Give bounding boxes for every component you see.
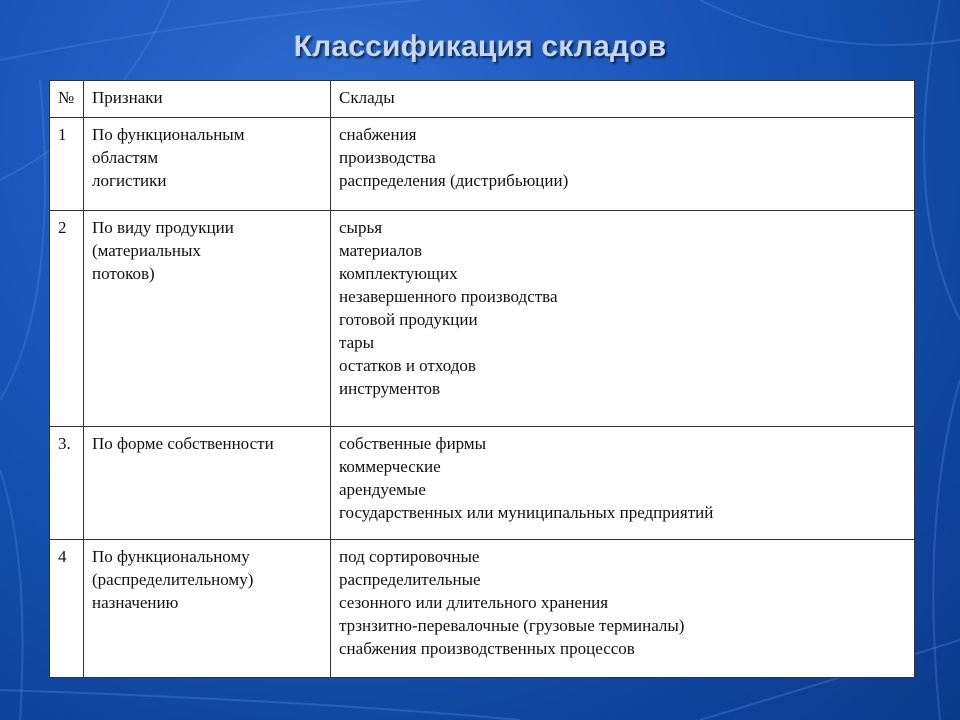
sign-line: По виду продукции (92, 218, 234, 237)
table-row (50, 540, 915, 678)
warehouse-type: незавершенного производства (339, 287, 558, 306)
sign-cell (84, 211, 331, 427)
sign-line: (материальных (92, 241, 201, 260)
sign-line: потоков) (92, 264, 155, 283)
sign-cell (84, 427, 331, 540)
sign-line: областям (92, 148, 159, 167)
header-warehouses: Склады (331, 81, 915, 118)
row-number: 3. (50, 427, 84, 540)
page-title: Классификация складов (293, 30, 667, 63)
warehouse-type: снабжения производственных процессов (339, 639, 635, 658)
warehouses-cell (331, 427, 915, 540)
sign-line: логистики (92, 171, 167, 190)
sign-cell (84, 540, 331, 678)
sign-line: назначению (92, 593, 179, 612)
table-row (50, 211, 915, 427)
warehouse-type: сезонного или длительного хранения (339, 593, 609, 612)
warehouses-cell (331, 540, 915, 678)
table-row (50, 118, 915, 211)
warehouse-type: комплектующих (339, 264, 458, 283)
warehouses-cell (331, 118, 915, 211)
sign-line: По функциональным (92, 125, 245, 144)
warehouse-type: сырья (339, 218, 383, 237)
warehouse-type: распределения (дистрибьюции) (339, 171, 569, 190)
warehouse-type: остатков и отходов (339, 356, 476, 375)
table-row (50, 427, 915, 540)
warehouse-type: материалов (339, 241, 423, 260)
warehouses-cell (331, 211, 915, 427)
warehouse-type: тары (339, 333, 375, 352)
warehouse-type: государственных или муниципальных предприятий (339, 503, 714, 522)
warehouse-type: арендуемые (339, 480, 426, 499)
row-number: 2 (50, 211, 84, 427)
warehouse-type: распределительные (339, 570, 481, 589)
warehouse-type: собственные фирмы (339, 434, 487, 453)
warehouse-type: инструментов (339, 379, 441, 398)
warehouse-type: снабжения (339, 125, 417, 144)
table-header-row (50, 81, 915, 118)
row-number: 4 (50, 540, 84, 678)
warehouse-type: трзнзитно-перевалочные (грузовые терминалы) (339, 616, 685, 635)
header-number: № (50, 81, 84, 118)
sign-line: (распределительному) (92, 570, 254, 589)
warehouse-type: под сортировочные (339, 547, 480, 566)
sign-line: По форме собственности (92, 434, 274, 453)
header-sign: Признаки (84, 81, 331, 118)
warehouse-classification-table (49, 80, 915, 678)
sign-cell (84, 118, 331, 211)
row-number: 1 (50, 118, 84, 211)
sign-line: По функциональному (92, 547, 250, 566)
warehouse-type: готовой продукции (339, 310, 478, 329)
warehouse-type: производства (339, 148, 436, 167)
warehouse-type: коммерческие (339, 457, 441, 476)
